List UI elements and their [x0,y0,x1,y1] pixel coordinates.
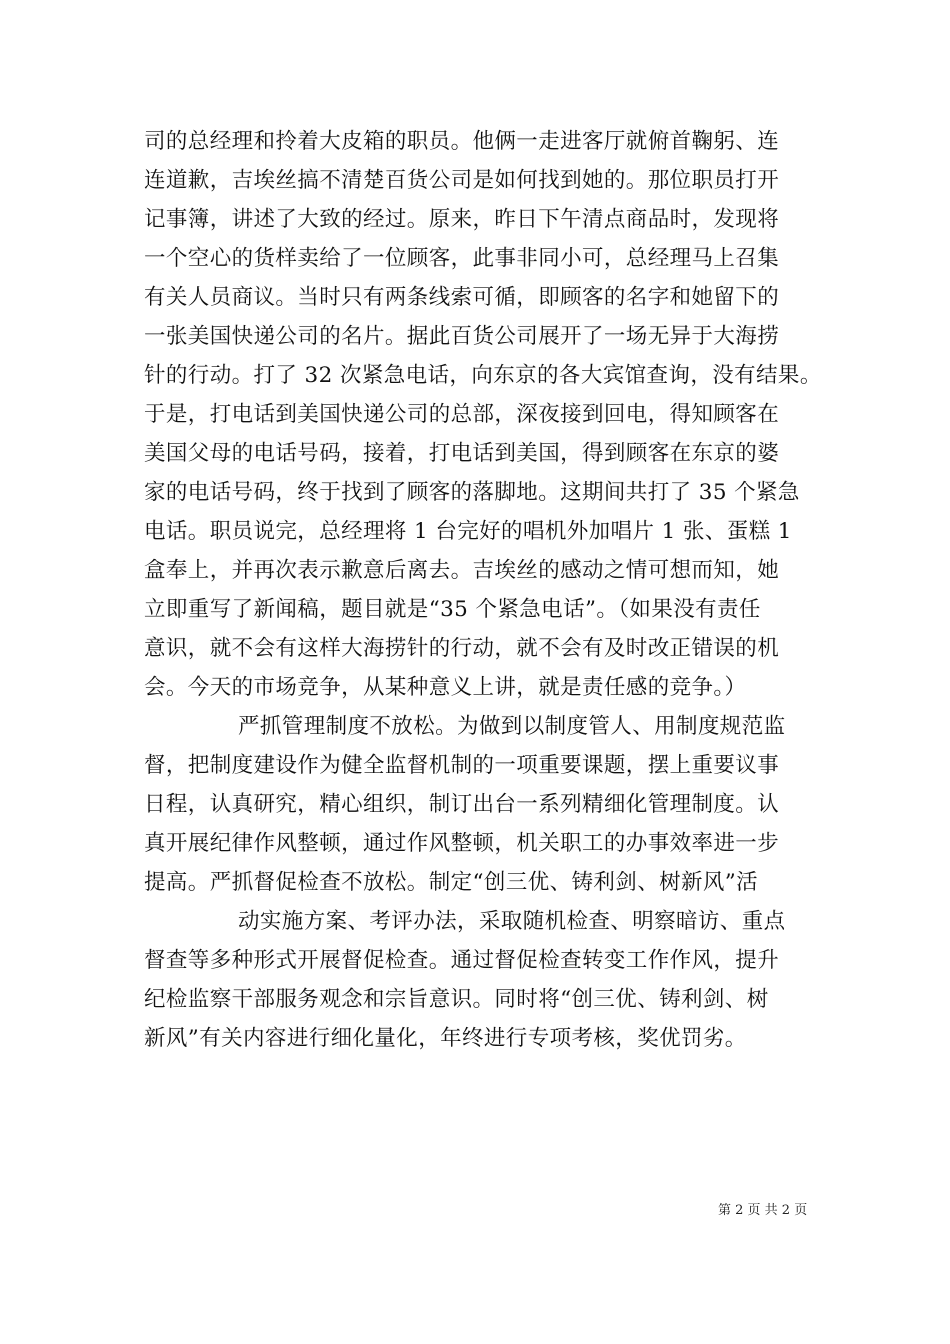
text-line: 一张美国快递公司的名片。据此百货公司展开了一场无异于大海捞 [144,324,780,349]
paragraph-start-line: 严抓管理制度不放松。为做到以制度管人、用制度规范监 [238,714,786,739]
text-line: 日程，认真研究，精心组织，制订出台一系列精细化管理制度。认 [144,792,780,817]
text-line: 新风”有关内容进行细化量化，年终进行专项考核，奖优罚劣。 [144,1026,747,1051]
body-text [144,122,822,1058]
text-line: 一个空心的货样卖给了一位顾客，此事非同小可，总经理马上召集 [144,246,780,271]
text-line: 会。今天的市场竞争，从某种意义上讲，就是责任感的竞争。） [144,675,747,700]
text-line: 针的行动。打了 32 次紧急电话，向东京的各大宾馆查询，没有结果。 [144,363,822,388]
text-line: 司的总经理和拎着大皮箱的职员。他俩一走进客厅就俯首鞠躬、连 [144,129,780,154]
text-line: 美国父母的电话号码，接着，打电话到美国，得到顾客在东京的婆 [144,441,780,466]
text-line: 督查等多种形式开展督促检查。通过督促检查转变工作作风，提升 [144,948,780,973]
text-line: 电话。职员说完，总经理将 1 台完好的唱机外加唱片 1 张、蛋糕 1 [144,519,792,544]
text-line: 于是，打电话到美国快递公司的总部，深夜接到回电，得知顾客在 [144,402,780,427]
text-line: 督，把制度建设作为健全监督机制的一项重要课题，摆上重要议事 [144,753,780,778]
text-line: 提高。严抓督促检查不放松。制定“创三优、铸利剑、树新风”活 [144,870,759,895]
text-line: 盒奉上，并再次表示歉意后离去。吉埃丝的感动之情可想而知，她 [144,558,780,583]
text-line: 纪检监察干部服务观念和宗旨意识。同时将“创三优、铸利剑、树 [144,987,769,1012]
text-line: 记事簿，讲述了大致的经过。原来，昨日下午清点商品时，发现将 [144,207,780,232]
text-line: 真开展纪律作风整顿，通过作风整顿，机关职工的办事效率进一步 [144,831,780,856]
text-line: 意识，就不会有这样大海捞针的行动，就不会有及时改正错误的机 [144,636,780,661]
text-line: 有关人员商议。当时只有两条线索可循，即顾客的名字和她留下的 [144,285,780,310]
page-number-footer: 第 2 页 共 2 页 [718,1203,808,1218]
text-line: 立即重写了新闻稿，题目就是“35 个紧急电话”。（如果没有责任 [144,597,761,622]
text-line: 连道歉，吉埃丝搞不清楚百货公司是如何找到她的。那位职员打开 [144,168,780,193]
paragraph-start-line: 动实施方案、考评办法，采取随机检查、明察暗访、重点 [238,909,786,934]
text-line: 家的电话号码，终于找到了顾客的落脚地。这期间共打了 35 个紧急 [144,480,800,505]
